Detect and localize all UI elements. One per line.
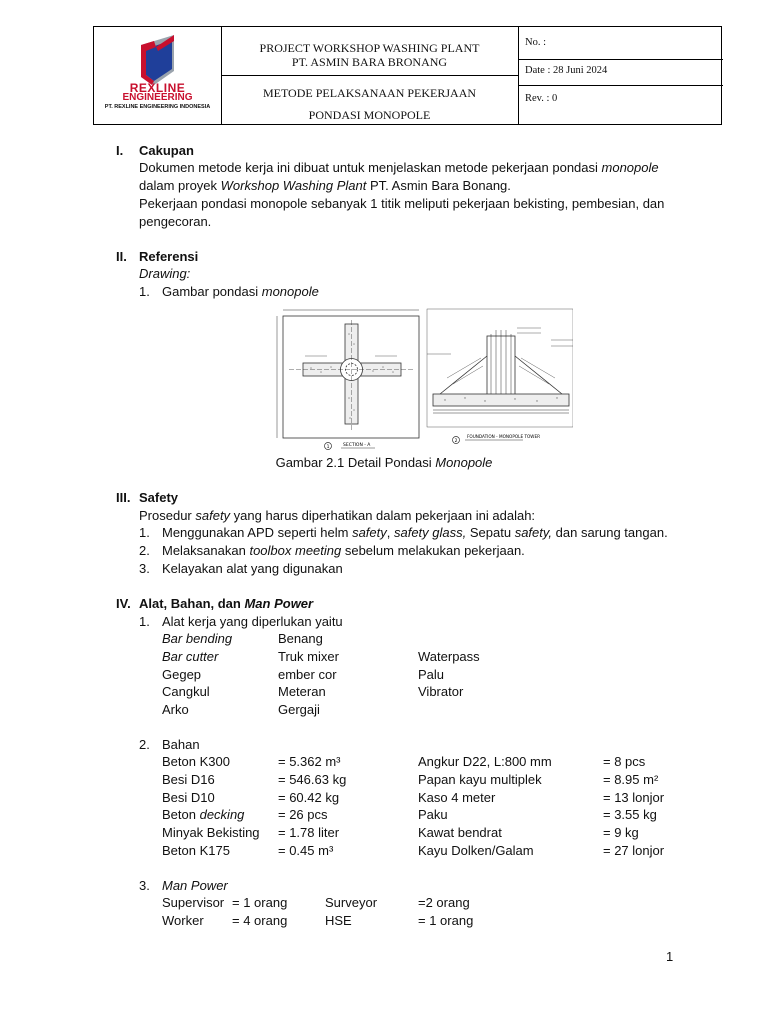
text-span-italic: safety, bbox=[514, 525, 553, 540]
manpower-qty: = 1 orang bbox=[232, 895, 288, 910]
text-span-italic: Workshop Washing Plant bbox=[220, 178, 367, 193]
material-qty: = 8.95 m² bbox=[603, 772, 659, 787]
project-title-line2: PT. ASMIN BARA BRONANG bbox=[291, 55, 448, 69]
text-span-italic: Monopole bbox=[435, 455, 493, 470]
text-span-italic: safety glass, bbox=[393, 525, 467, 540]
logo-text-rexline: REXLINE bbox=[129, 81, 186, 95]
method-title bbox=[221, 82, 518, 126]
manpower-role: Supervisor bbox=[162, 895, 225, 910]
material-qty: = 0.45 m³ bbox=[278, 843, 334, 858]
material-name: Kayu Dolken/Galam bbox=[418, 843, 534, 858]
material-name: Paku bbox=[418, 807, 448, 822]
plan-view-number: 1 bbox=[326, 445, 330, 450]
safety-item-3-number: 3. bbox=[139, 561, 150, 576]
section-3-number: III. bbox=[116, 490, 131, 505]
manpower-number: 3. bbox=[139, 878, 150, 893]
material-name bbox=[162, 806, 244, 824]
section-view bbox=[427, 309, 573, 427]
manpower-qty: = 1 orang bbox=[418, 913, 474, 928]
section-1-paragraph-line3: Pekerjaan pondasi monopole sebanyak 1 titik meliputi pekerjaan bekisting, pembesian, dan bbox=[139, 196, 665, 211]
tool-item: Meteran bbox=[278, 684, 326, 699]
material-name: Besi D16 bbox=[162, 772, 215, 787]
text-span: PT. Asmin Bara Bonang. bbox=[366, 178, 511, 193]
text-span-italic: toolbox meeting bbox=[249, 543, 342, 558]
text-span: dalam proyek bbox=[139, 178, 221, 193]
page-number: 1 bbox=[666, 949, 674, 964]
text-span-italic: monopole bbox=[261, 284, 319, 299]
section-2-number: II. bbox=[116, 249, 127, 264]
material-qty: = 1.78 liter bbox=[278, 825, 340, 840]
material-name: Beton K300 bbox=[162, 754, 230, 769]
safety-item-2-number: 2. bbox=[139, 543, 150, 558]
section-1-title: Cakupan bbox=[139, 143, 194, 158]
section-4-number: IV. bbox=[116, 596, 131, 611]
manpower-qty: =2 orang bbox=[418, 895, 470, 910]
section-view-label: FOUNDATION - MONOPOLE TOWER bbox=[467, 434, 541, 439]
section-1-number: I. bbox=[116, 143, 124, 158]
material-qty: = 5.362 m³ bbox=[278, 754, 341, 769]
text-span: Prosedur bbox=[139, 508, 196, 523]
logo-company-name: PT. REXLINE ENGINEERING INDONESIA bbox=[104, 104, 211, 110]
header-table bbox=[93, 26, 722, 125]
text-span: , bbox=[386, 525, 394, 540]
material-name: Minyak Bekisting bbox=[162, 825, 260, 840]
tool-item: Cangkul bbox=[162, 684, 210, 699]
tool-item: Truk mixer bbox=[278, 649, 339, 664]
tool-item: Vibrator bbox=[418, 684, 464, 699]
reference-item-number: 1. bbox=[139, 284, 150, 299]
doc-date: Date : 28 Juni 2024 bbox=[525, 65, 608, 76]
tool-item: Gergaji bbox=[278, 702, 320, 717]
text-span: Dokumen metode kerja ini dibuat untuk menjelaskan metode pekerjaan pondasi bbox=[139, 160, 602, 175]
manpower-role: Worker bbox=[162, 913, 204, 928]
doc-revision: Rev. : 0 bbox=[525, 93, 558, 104]
safety-item-1-number: 1. bbox=[139, 525, 150, 540]
text-span: Sepatu bbox=[466, 525, 515, 540]
tools-number: 1. bbox=[139, 614, 150, 629]
section-1-paragraph-line4: pengecoran. bbox=[139, 214, 212, 229]
section-1-paragraph-line2 bbox=[139, 177, 511, 195]
doc-number: No. : bbox=[525, 37, 546, 48]
tool-item: Benang bbox=[278, 631, 323, 646]
text-span: yang harus diperhatikan dalam pekerjaan ini adalah: bbox=[230, 508, 536, 523]
material-qty: = 546.63 kg bbox=[278, 772, 347, 787]
safety-item-3: Kelayakan alat yang digunakan bbox=[162, 561, 343, 576]
text-span: Beton bbox=[162, 807, 200, 822]
material-qty: = 13 lonjor bbox=[603, 790, 665, 805]
manpower-role: Surveyor bbox=[325, 895, 378, 910]
text-span: Menggunakan APD seperti helm bbox=[162, 525, 353, 540]
reference-item-text bbox=[162, 283, 319, 301]
tool-item: Arko bbox=[162, 702, 189, 717]
tool-item: Waterpass bbox=[418, 649, 480, 664]
project-title-line1: PROJECT WORKSHOP WASHING PLANT bbox=[259, 41, 480, 55]
material-qty: = 3.55 kg bbox=[603, 807, 657, 822]
logo-text-engineering: ENGINEERING bbox=[122, 92, 193, 103]
text-span-italic: Man Power bbox=[244, 596, 314, 611]
text-span-italic: decking bbox=[199, 807, 245, 822]
material-qty: = 60.42 kg bbox=[278, 790, 340, 805]
text-span-italic: safety bbox=[195, 508, 231, 523]
material-name: Angkur D22, L:800 mm bbox=[418, 754, 552, 769]
tool-item: ember cor bbox=[278, 667, 337, 682]
tools-title: Alat kerja yang diperlukan yaitu bbox=[162, 614, 343, 629]
safety-intro bbox=[139, 507, 535, 525]
figure-caption bbox=[0, 454, 768, 472]
tool-item: Palu bbox=[418, 667, 445, 682]
material-name: Papan kayu multiplek bbox=[418, 772, 542, 787]
material-qty: = 27 lonjor bbox=[603, 843, 665, 858]
materials-number: 2. bbox=[139, 737, 150, 752]
method-title-line2: PONDASI MONOPOLE bbox=[308, 108, 431, 122]
tool-item: Gegep bbox=[162, 667, 202, 682]
material-qty: = 9 kg bbox=[603, 825, 639, 840]
method-title-line1: METODE PELAKSANAAN PEKERJAAN bbox=[262, 86, 477, 100]
text-span: Gambar 2.1 Detail Pondasi bbox=[275, 455, 436, 470]
text-span-italic: safety bbox=[352, 525, 387, 540]
materials-title: Bahan bbox=[162, 737, 200, 752]
text-span: sebelum melakukan pekerjaan. bbox=[341, 543, 525, 558]
foundation-drawing-figure bbox=[275, 306, 573, 454]
company-logo bbox=[94, 27, 221, 124]
section-view-number: 2 bbox=[454, 439, 458, 444]
manpower-title: Man Power bbox=[162, 878, 228, 893]
tool-item: Bar bending bbox=[162, 631, 233, 646]
project-title bbox=[221, 41, 518, 69]
plan-view bbox=[277, 310, 419, 438]
plan-view-label: SECTION - A bbox=[343, 443, 371, 448]
material-qty: = 26 pcs bbox=[278, 807, 328, 822]
text-span: Gambar pondasi bbox=[162, 284, 262, 299]
material-qty: = 8 pcs bbox=[603, 754, 646, 769]
safety-item-1 bbox=[162, 524, 668, 542]
text-span: Melaksanakan bbox=[162, 543, 250, 558]
section-2-title: Referensi bbox=[139, 249, 199, 264]
text-span: Alat, Bahan, dan bbox=[139, 596, 245, 611]
material-name: Kawat bendrat bbox=[418, 825, 502, 840]
text-span: dan sarung tangan. bbox=[552, 525, 668, 540]
material-name: Kaso 4 meter bbox=[418, 790, 496, 805]
tool-item: Bar cutter bbox=[162, 649, 219, 664]
safety-item-2 bbox=[162, 542, 525, 560]
drawing-label: Drawing: bbox=[139, 266, 191, 281]
manpower-role: HSE bbox=[325, 913, 352, 928]
foundation-drawing bbox=[275, 306, 573, 454]
section-3-title: Safety bbox=[139, 490, 179, 505]
section-1-paragraph-line1 bbox=[139, 159, 674, 177]
section-4-title bbox=[139, 595, 313, 613]
material-name: Besi D10 bbox=[162, 790, 215, 805]
text-span-italic: monopole bbox=[601, 160, 659, 175]
material-name: Beton K175 bbox=[162, 843, 230, 858]
manpower-qty: = 4 orang bbox=[232, 913, 288, 928]
